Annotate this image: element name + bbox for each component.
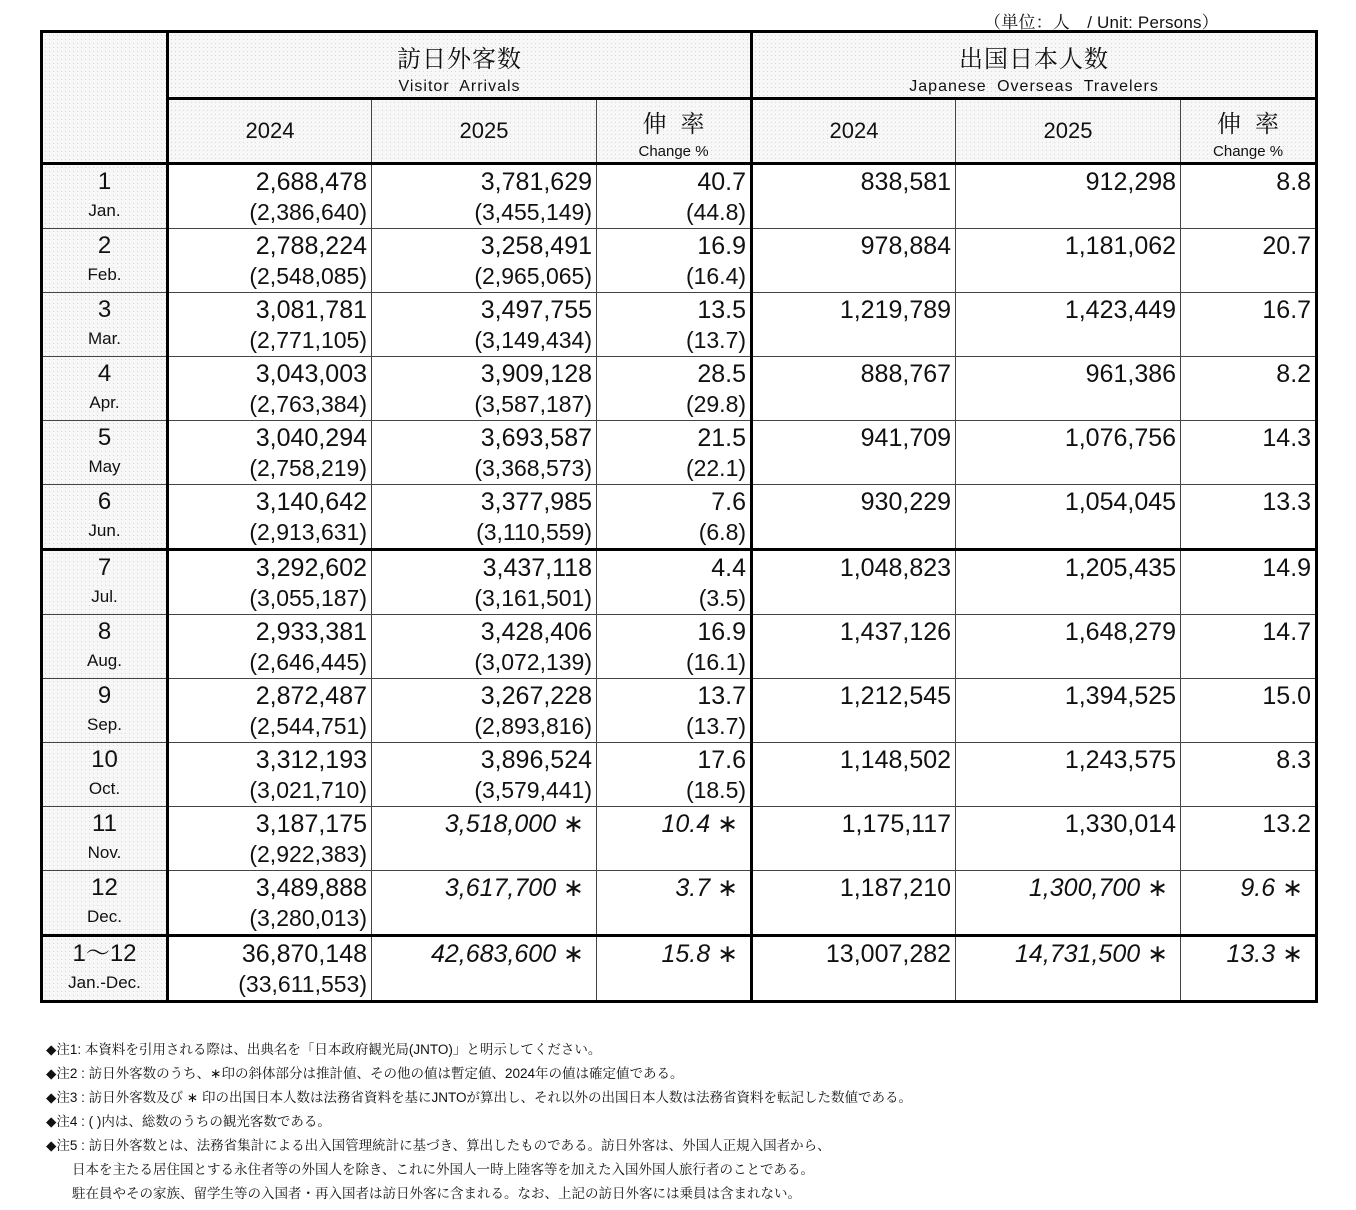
overseas-2025-cell [956, 293, 1181, 357]
value-main: 9.6 ∗ [1240, 874, 1304, 902]
value-tourist: (3,110,559) [476, 519, 592, 545]
month-number: 2 [97, 232, 112, 259]
value-tourist: (3,280,013) [249, 905, 367, 931]
value-main: 14.3 [1262, 424, 1312, 452]
month-cell [42, 679, 168, 743]
value-tourist: (2,548,085) [249, 263, 367, 289]
value-main: 978,884 [860, 232, 952, 260]
overseas-2024-cell [752, 550, 956, 615]
visitor-2024-cell [168, 807, 372, 871]
value-main: 3,267,228 [480, 682, 592, 710]
month-cell [42, 293, 168, 357]
value-tourist: (3,587,187) [474, 391, 592, 417]
value-tourist: (3,072,139) [474, 649, 592, 675]
footnote-5-continued: 駐在員やその家族、留学生等の入国者・再入国者は訪日外客に含まれる。なお、上記の訪日外客には乗員は含まれない。 [72, 1186, 801, 1201]
month-name: Jun. [88, 521, 121, 540]
visitor-change-cell [597, 293, 752, 357]
value-main: 1,048,823 [839, 554, 952, 582]
value-main: 3,258,491 [480, 232, 592, 260]
value-tourist: (2,913,631) [249, 519, 367, 545]
value-main: 912,298 [1085, 168, 1177, 196]
value-tourist: (18.5) [685, 777, 747, 803]
month-name: May [88, 457, 121, 476]
unit-label: （単位：人 / Unit: Persons） [984, 13, 1219, 32]
value-main: 1,219,789 [839, 296, 952, 324]
overseas-2025-cell [956, 936, 1181, 1002]
value-main: 1,423,449 [1064, 296, 1177, 324]
month-number: 6 [97, 488, 112, 515]
value-main: 13.5 [697, 296, 747, 324]
value-main: 3,617,700 ∗ [444, 874, 584, 902]
overseas-change-cell [1181, 679, 1317, 743]
table-row [42, 550, 1317, 615]
month-number: 11 [92, 810, 117, 837]
visitor-2024-cell [168, 743, 372, 807]
value-main: 961,386 [1085, 360, 1177, 388]
overseas-2025-cell [956, 550, 1181, 615]
overseas-2025-cell [956, 615, 1181, 679]
value-main: 2,688,478 [255, 168, 367, 196]
visitor-change-cell [597, 743, 752, 807]
month-cell [42, 615, 168, 679]
value-main: 2,872,487 [255, 682, 367, 710]
overseas-2024-cell [752, 164, 956, 229]
visitor-2024-cell [168, 871, 372, 936]
overseas-2025-cell [956, 871, 1181, 936]
month-cell [42, 357, 168, 421]
value-main: 1,076,756 [1064, 424, 1177, 452]
visitor-2024-cell [168, 936, 372, 1002]
overseas-2024-cell [752, 743, 956, 807]
table-row [42, 615, 1317, 679]
overseas-2024-cell [752, 615, 956, 679]
value-tourist: (3,579,441) [474, 777, 592, 803]
month-number: 9 [97, 682, 112, 709]
overseas-change-cell [1181, 164, 1317, 229]
month-name: Jan. [88, 201, 121, 220]
value-main: 1,175,117 [841, 810, 952, 838]
overseas-2024-header: 2024 [752, 99, 956, 164]
table-row [42, 743, 1317, 807]
value-main: 3,043,003 [255, 360, 367, 388]
value-main: 3,896,524 [480, 746, 592, 774]
month-cell [42, 871, 168, 936]
overseas-change-cell [1181, 550, 1317, 615]
value-main: 1,054,045 [1064, 488, 1177, 516]
value-main: 3,081,781 [255, 296, 367, 324]
value-tourist: (2,922,383) [249, 841, 367, 867]
value-main: 3,428,406 [480, 618, 592, 646]
value-main: 8.3 [1276, 746, 1312, 774]
month-name: Feb. [87, 265, 122, 284]
overseas-2025-cell [956, 164, 1181, 229]
month-name: Oct. [88, 779, 121, 798]
value-main: 1,394,525 [1064, 682, 1177, 710]
overseas-2025-cell [956, 357, 1181, 421]
visitor-2024-cell [168, 164, 372, 229]
footnote-4: ◆注4 : ( )内は、総数のうちの観光客数である。 [46, 1114, 331, 1129]
footnote-5: ◆注5 : 訪日外客数とは、法務省集計による出入国管理統計に基づき、算出したものである。訪日外客は、外国人正規入国者から、 [46, 1138, 831, 1153]
overseas-change-cell [1181, 485, 1317, 550]
value-main: 28.5 [697, 360, 747, 388]
value-main: 3,518,000 ∗ [444, 810, 584, 838]
footnote-1: ◆注1: 本資料を引用される際は、出典名を「日本政府観光局(JNTO)」と明示してください。 [46, 1042, 602, 1057]
value-tourist: (22.1) [685, 455, 747, 481]
value-main: 8.2 [1276, 360, 1312, 388]
visitor-2024-cell [168, 357, 372, 421]
value-tourist: (2,771,105) [249, 327, 367, 353]
month-number: 3 [97, 296, 112, 323]
month-cell [42, 164, 168, 229]
visitor-change-cell [597, 871, 752, 936]
value-main: 17.6 [697, 746, 747, 774]
value-main: 16.9 [697, 618, 747, 646]
overseas-2024-cell [752, 421, 956, 485]
table-row [42, 679, 1317, 743]
value-main: 13.2 [1262, 810, 1312, 838]
value-main: 1,648,279 [1064, 618, 1177, 646]
value-main: 15.0 [1262, 682, 1312, 710]
overseas-change-cell [1181, 421, 1317, 485]
value-main: 3,909,128 [480, 360, 592, 388]
month-number: 1 [97, 168, 112, 195]
value-main: 3,292,602 [255, 554, 367, 582]
value-tourist: (3,455,149) [474, 199, 592, 225]
visitor-2025-cell [372, 357, 597, 421]
month-name: Jul. [91, 587, 118, 606]
value-main: 3,781,629 [480, 168, 592, 196]
value-main: 14.7 [1262, 618, 1312, 646]
visitor-2025-cell [372, 421, 597, 485]
value-main: 42,683,600 ∗ [430, 940, 584, 968]
value-main: 1,212,545 [839, 682, 952, 710]
value-tourist: (2,646,445) [249, 649, 367, 675]
table-row [42, 357, 1317, 421]
month-number: 5 [97, 424, 112, 451]
value-main: 21.5 [697, 424, 747, 452]
visitor-2025-cell [372, 550, 597, 615]
visitor-2024-cell [168, 485, 372, 550]
value-tourist: (3,149,434) [474, 327, 592, 353]
value-main: 1,243,575 [1064, 746, 1177, 774]
value-main: 2,933,381 [255, 618, 367, 646]
month-number: 10 [91, 746, 118, 773]
value-tourist: (3,368,573) [474, 455, 592, 481]
visitor-change-cell [597, 357, 752, 421]
value-main: 1,300,700 ∗ [1028, 874, 1169, 902]
value-main: 40.7 [697, 168, 747, 196]
visitor-change-cell [597, 807, 752, 871]
month-name: Aug. [87, 651, 122, 670]
value-main: 16.7 [1262, 296, 1312, 324]
table-row [42, 485, 1317, 550]
value-main: 13.7 [697, 682, 747, 710]
value-main: 20.7 [1262, 232, 1312, 260]
month-cell [42, 807, 168, 871]
visitor-change-header: 伸率 Change % [597, 99, 752, 164]
overseas-2025-cell [956, 743, 1181, 807]
value-main: 888,767 [860, 360, 952, 388]
visitor-2025-header: 2025 [372, 99, 597, 164]
overseas-2025-cell [956, 679, 1181, 743]
value-tourist: (13.7) [685, 327, 747, 353]
table-row [42, 807, 1317, 871]
visitor-2025-cell [372, 293, 597, 357]
value-tourist: (3,161,501) [474, 585, 592, 611]
overseas-change-cell [1181, 807, 1317, 871]
month-cell [42, 550, 168, 615]
visitor-2024-cell [168, 679, 372, 743]
month-number: 4 [97, 360, 112, 387]
overseas-change-cell [1181, 743, 1317, 807]
overseas-travelers-header [752, 32, 1317, 99]
overseas-2025-cell [956, 485, 1181, 550]
table-row [42, 164, 1317, 229]
visitor-2025-cell [372, 229, 597, 293]
overseas-change-cell [1181, 357, 1317, 421]
value-main: 4.4 [711, 554, 747, 582]
overseas-2025-cell [956, 229, 1181, 293]
month-cell [42, 485, 168, 550]
overseas-2024-cell [752, 229, 956, 293]
visitor-2024-cell [168, 229, 372, 293]
month-name: Mar. [87, 329, 122, 348]
visitor-change-cell [597, 936, 752, 1002]
value-main: 3,693,587 [480, 424, 592, 452]
value-main: 16.9 [697, 232, 747, 260]
value-tourist: (44.8) [685, 199, 747, 225]
overseas-2025-header: 2025 [956, 99, 1181, 164]
overseas-2024-cell [752, 871, 956, 936]
visitor-change-cell [597, 550, 752, 615]
month-number: 8 [97, 618, 112, 645]
corner-header-cell [42, 32, 168, 164]
value-main: 1,181,062 [1064, 232, 1177, 260]
overseas-change-cell [1181, 293, 1317, 357]
value-main: 15.8 ∗ [661, 940, 739, 968]
value-tourist: (3.5) [698, 585, 747, 611]
visitor-change-cell [597, 615, 752, 679]
visitor-2025-cell [372, 807, 597, 871]
value-main: 3.7 ∗ [675, 874, 739, 902]
value-main: 3,377,985 [480, 488, 592, 516]
footnote-2: ◆注2 : 訪日外客数のうち、∗印の斜体部分は推計値、その他の値は暫定値、2024年の値は確定値である。 [46, 1066, 684, 1081]
value-tourist: (16.1) [685, 649, 747, 675]
value-main: 1,187,210 [839, 874, 952, 902]
value-main: 3,040,294 [255, 424, 367, 452]
value-tourist: (6.8) [698, 519, 747, 545]
value-main: 1,330,014 [1064, 810, 1177, 838]
month-cell [42, 936, 168, 1002]
footnote-3: ◆注3 : 訪日外客数及び ∗ 印の出国日本人数は法務省資料を基にJNTOが算出し、それ以外の出国日本人数は法務省資料を転記した数値である。 [46, 1090, 912, 1105]
overseas-2025-cell [956, 421, 1181, 485]
value-tourist: (2,763,384) [249, 391, 367, 417]
overseas-2024-cell [752, 485, 956, 550]
visitor-2024-cell [168, 421, 372, 485]
visitor-change-cell [597, 421, 752, 485]
visitor-2025-cell [372, 679, 597, 743]
visitor-2024-header: 2024 [168, 99, 372, 164]
visitor-2025-cell [372, 615, 597, 679]
footnote-5-continued: 日本を主たる居住国とする永住者等の外国人を除き、これに外国人一時上陸客等を加えた入国外国人旅行者のことである。 [72, 1162, 814, 1177]
visitor-header-en: Visitor Arrivals [398, 78, 521, 95]
value-main: 13.3 [1262, 488, 1312, 516]
overseas-change-cell [1181, 615, 1317, 679]
month-name: Jan.-Dec. [68, 973, 141, 992]
month-cell [42, 229, 168, 293]
value-tourist: (2,386,640) [249, 199, 367, 225]
overseas-2024-cell [752, 357, 956, 421]
overseas-change-cell [1181, 936, 1317, 1002]
value-main: 838,581 [860, 168, 952, 196]
overseas-header-en: Japanese Overseas Travelers [909, 78, 1159, 95]
value-main: 10.4 ∗ [661, 810, 739, 838]
month-cell [42, 421, 168, 485]
overseas-change-cell [1181, 229, 1317, 293]
month-name: Nov. [87, 843, 122, 862]
value-tourist: (2,544,751) [249, 713, 367, 739]
value-tourist: (13.7) [685, 713, 747, 739]
month-number: 1～12 [72, 940, 137, 967]
table-row [42, 293, 1317, 357]
value-tourist: (16.4) [685, 263, 747, 289]
visitor-change-cell [597, 679, 752, 743]
month-number: 7 [97, 554, 112, 581]
overseas-2024-cell [752, 679, 956, 743]
value-main: 14.9 [1262, 554, 1312, 582]
value-tourist: (2,893,816) [474, 713, 592, 739]
month-name: Dec. [87, 907, 122, 926]
value-main: 3,140,642 [255, 488, 367, 516]
visitor-change-cell [597, 229, 752, 293]
overseas-header-jp: 出国日本人数 [959, 46, 1110, 73]
value-main: 3,187,175 [255, 810, 367, 838]
visitor-2025-cell [372, 485, 597, 550]
statistics-table [40, 30, 1318, 1003]
value-main: 3,437,118 [482, 554, 592, 582]
visitor-2024-cell [168, 615, 372, 679]
value-main: 36,870,148 [241, 940, 367, 968]
visitor-2024-cell [168, 293, 372, 357]
visitor-arrivals-header [168, 32, 752, 99]
value-main: 930,229 [860, 488, 952, 516]
value-main: 13,007,282 [825, 940, 952, 968]
value-main: 3,312,193 [255, 746, 367, 774]
month-name: Sep. [87, 715, 122, 734]
visitor-change-cell [597, 485, 752, 550]
table-row [42, 421, 1317, 485]
overseas-2024-cell [752, 807, 956, 871]
value-tourist: (2,965,065) [474, 263, 592, 289]
month-name: Apr. [89, 393, 120, 412]
visitor-header-jp: 訪日外客数 [397, 46, 523, 73]
month-cell [42, 743, 168, 807]
visitor-2025-cell [372, 743, 597, 807]
table-row [42, 229, 1317, 293]
value-tourist: (3,021,710) [249, 777, 367, 803]
value-tourist: (29.8) [685, 391, 747, 417]
value-main: 1,205,435 [1064, 554, 1177, 582]
overseas-2024-cell [752, 293, 956, 357]
value-main: 7.6 [711, 488, 747, 516]
value-main: 14,731,500 ∗ [1015, 940, 1169, 968]
value-main: 3,497,755 [480, 296, 592, 324]
value-main: 2,788,224 [255, 232, 367, 260]
overseas-change-cell [1181, 871, 1317, 936]
value-main: 13.3 ∗ [1226, 940, 1304, 968]
visitor-2025-cell [372, 871, 597, 936]
visitor-2024-cell [168, 550, 372, 615]
month-number: 12 [91, 874, 118, 901]
value-main: 8.8 [1276, 168, 1312, 196]
overseas-2024-cell [752, 936, 956, 1002]
visitor-2025-cell [372, 936, 597, 1002]
value-tourist: (3,055,187) [249, 585, 367, 611]
visitor-2025-cell [372, 164, 597, 229]
value-main: 1,437,126 [839, 618, 952, 646]
visitor-change-cell [597, 164, 752, 229]
value-main: 1,148,502 [839, 746, 952, 774]
table-row [42, 871, 1317, 936]
value-tourist: (33,611,553) [238, 971, 367, 997]
overseas-change-header: 伸率 Change % [1181, 99, 1317, 164]
overseas-2025-cell [956, 807, 1181, 871]
total-row [42, 936, 1317, 1002]
value-main: 3,489,888 [255, 874, 367, 902]
footnotes [46, 1038, 912, 1206]
value-tourist: (2,758,219) [249, 455, 367, 481]
value-main: 941,709 [860, 424, 952, 452]
